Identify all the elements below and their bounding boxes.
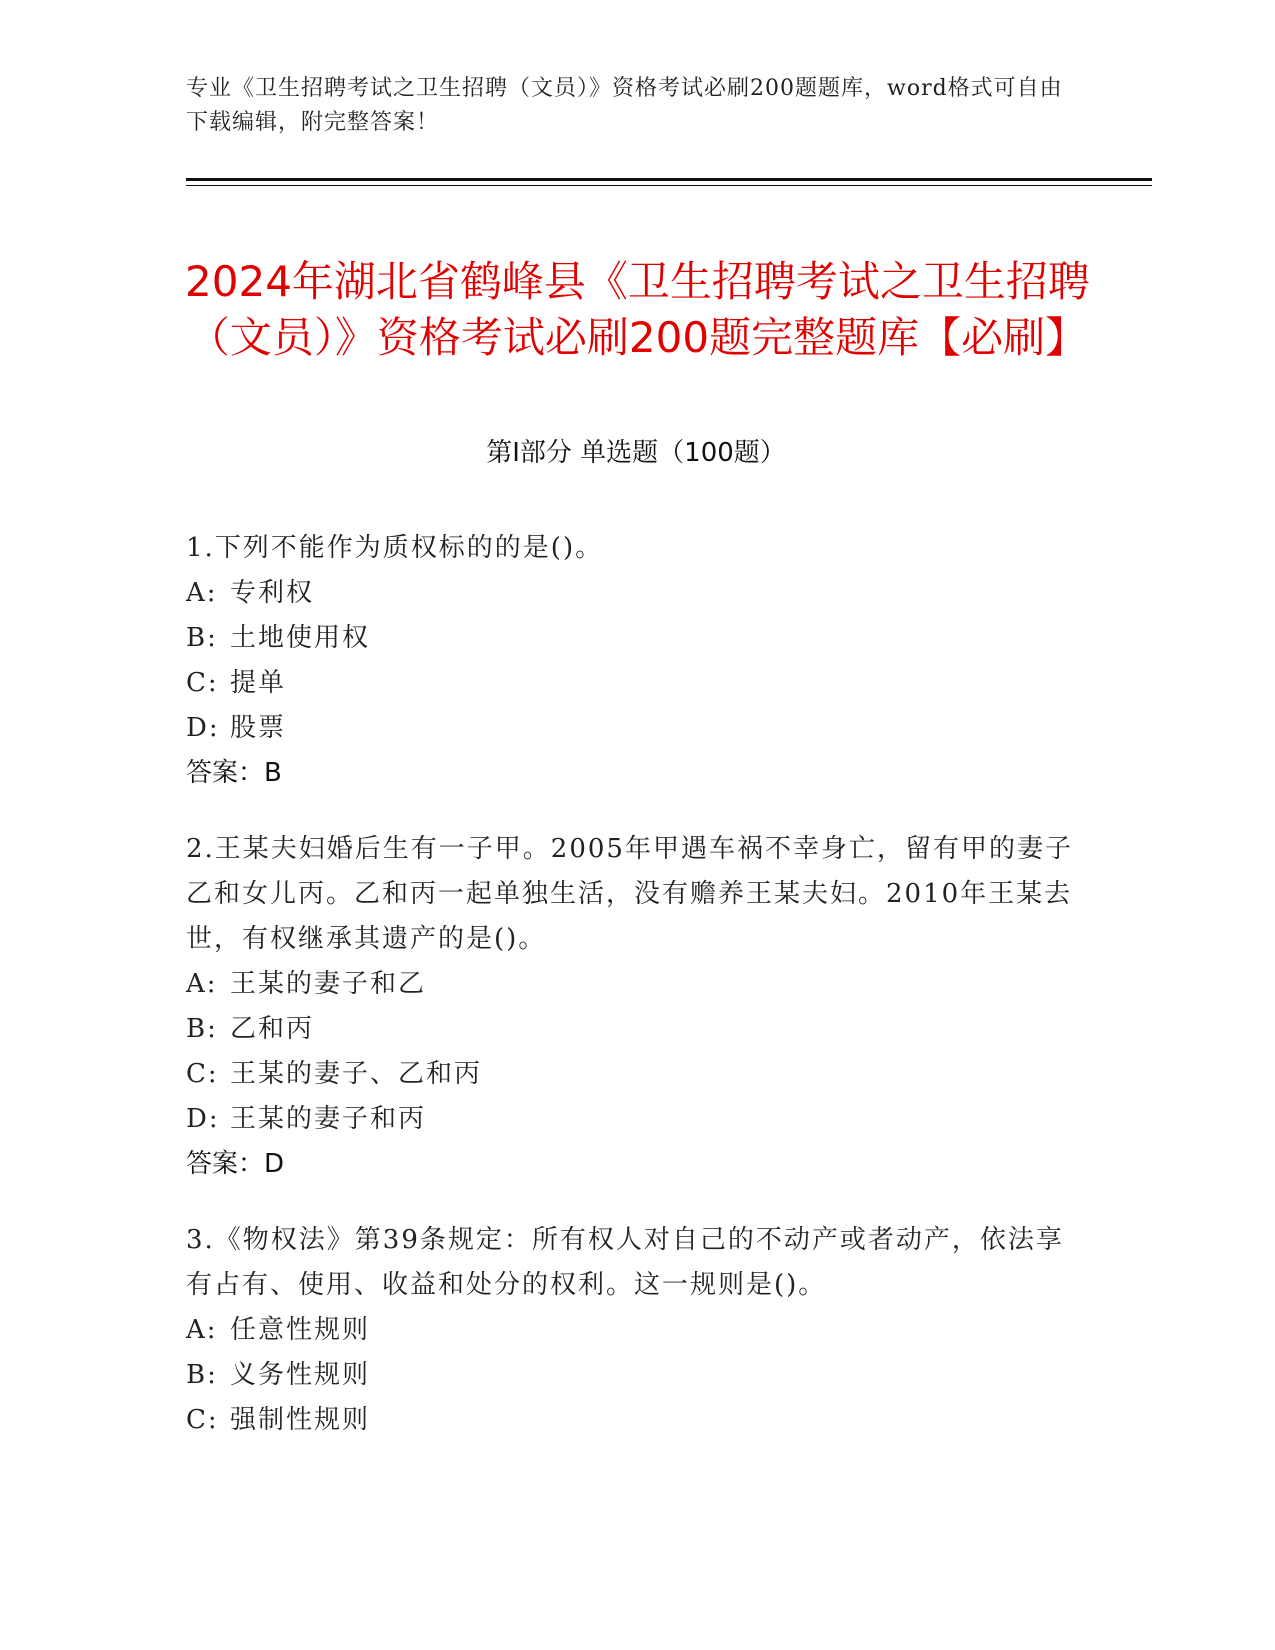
option-label: A: (186, 578, 218, 608)
option-text: 义务性规则 (230, 1360, 371, 1390)
option-c (186, 661, 1076, 706)
option-label: B: (186, 1014, 218, 1044)
question-stem: 1.下列不能作为质权标的的是()。 (186, 533, 604, 563)
option-c (186, 1398, 1076, 1443)
question-stem: 2.王某夫妇婚后生有一子甲。2005年甲遇车祸不幸身亡，留有甲的妻子乙和女儿丙。乙和丙一起单独生活，没有赡养王某夫妇。2010年王某去世，有权继承其遗产的是()。 (186, 834, 1073, 954)
question-stem: 3.《物权法》第39条规定：所有权人对自己的不动产或者动产，依法享有占有、使用、收益和处分的权利。这一规则是()。 (186, 1225, 1064, 1300)
option-label: A: (186, 969, 218, 999)
option-text: 任意性规则 (230, 1315, 371, 1345)
option-d (186, 1097, 1076, 1142)
option-b (186, 1007, 1076, 1052)
option-label: D: (186, 1104, 220, 1134)
option-text: 土地使用权 (230, 623, 371, 653)
option-text: 提单 (230, 668, 287, 698)
option-label: B: (186, 1360, 218, 1390)
option-d (186, 706, 1076, 751)
option-a (186, 1308, 1076, 1353)
option-text: 专利权 (230, 578, 315, 608)
question-item (186, 526, 1076, 796)
answer-line: 答案：D (186, 1149, 285, 1179)
answer-line: 答案：B (186, 758, 282, 788)
option-b (186, 1353, 1076, 1398)
option-text: 王某的妻子和丙 (230, 1104, 427, 1134)
section-title: 第I部分 单选题（100题） (486, 438, 786, 468)
option-label: A: (186, 1315, 218, 1345)
question-item (186, 1218, 1076, 1443)
option-label: D: (186, 713, 220, 743)
option-label: C: (186, 1405, 219, 1435)
question-item (186, 827, 1076, 1187)
header-divider-thick (186, 178, 1152, 181)
option-label: B: (186, 623, 218, 653)
option-c (186, 1052, 1076, 1097)
option-text: 乙和丙 (230, 1014, 315, 1044)
option-text: 王某的妻子、乙和丙 (230, 1059, 483, 1089)
option-a (186, 571, 1076, 616)
option-label: C: (186, 1059, 219, 1089)
header-divider-thin (186, 185, 1152, 186)
document-title: 2024年湖北省鹤峰县《卫生招聘考试之卫生招聘（文员）》资格考试必刷200题完整题库【必刷】 (185, 257, 1090, 363)
question-list (186, 526, 1076, 1474)
option-b (186, 616, 1076, 661)
option-label: C: (186, 668, 219, 698)
header-note: 专业《卫生招聘考试之卫生招聘（文员）》资格考试必刷200题题库，word格式可自由下载编辑，附完整答案！ (186, 76, 1063, 135)
option-text: 王某的妻子和乙 (230, 969, 427, 999)
option-text: 股票 (230, 713, 287, 743)
option-text: 强制性规则 (230, 1405, 371, 1435)
option-a (186, 962, 1076, 1007)
